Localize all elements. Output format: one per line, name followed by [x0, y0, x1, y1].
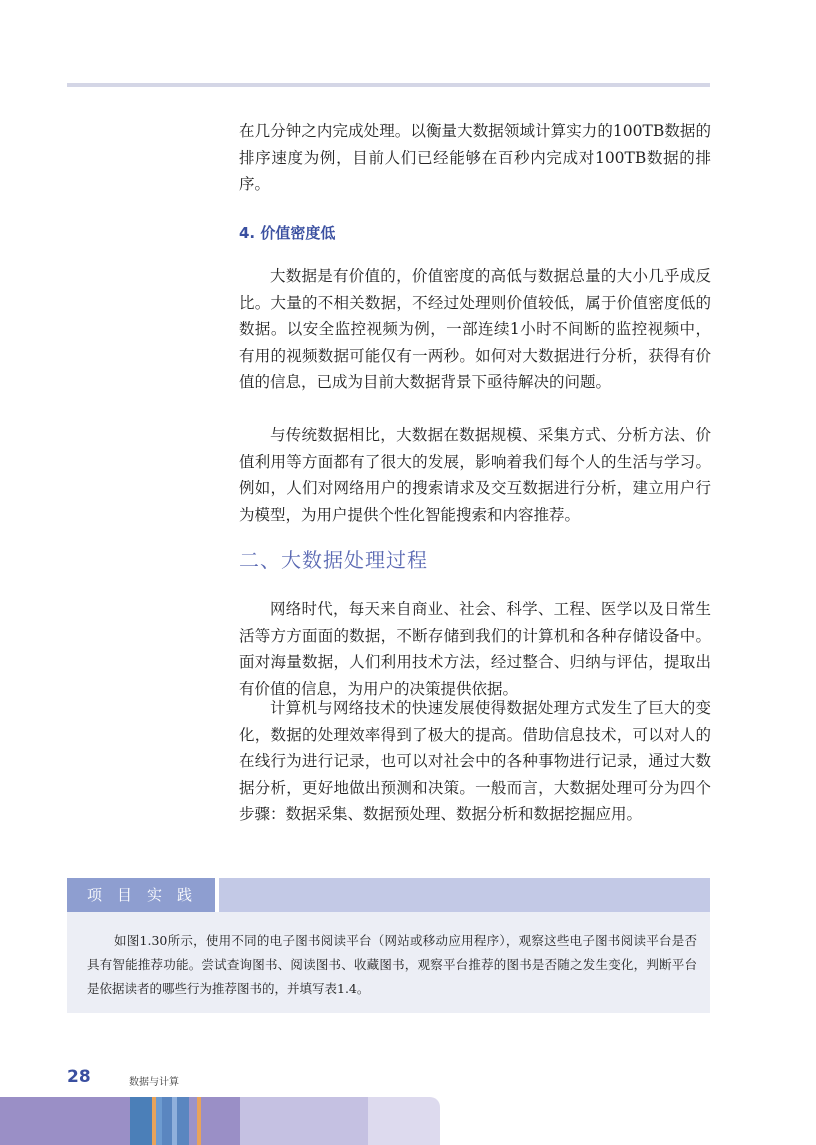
footer-stripe	[162, 1097, 172, 1145]
practice-text: 如图1.30所示，使用不同的电子图书阅读平台（网站或移动应用程序），观察这些电子图书阅读平台是否具有智能推荐功能。尝试查询图书、阅读图书、收藏图书，观察平台推荐的图书是否随之发生变化，判断平台是依据读者的哪些行为推荐图书的，并填写表1.4。	[87, 933, 697, 996]
paragraph-continued: 在几分钟之内完成处理。以衡量大数据领域计算实力的100TB数据的排序速度为例，目前人们已经能够在百秒内完成对100TB数据的排序。	[239, 122, 711, 193]
practice-box	[67, 878, 710, 1013]
paragraph-comparison: 与传统数据相比，大数据在数据规模、采集方式、分析方法、价值利用等方面都有了很大的发展，影响着我们每个人的生活与学习。例如，人们对网络用户的搜索请求及交互数据进行分析，建立用户行为模型，为用户提供个性化智能搜索和内容推荐。	[239, 426, 711, 524]
footer-stripe	[240, 1097, 368, 1145]
footer-stripe	[0, 1097, 130, 1145]
footer-decoration	[0, 1097, 440, 1145]
practice-header	[67, 878, 710, 912]
practice-title: 项目实践	[67, 878, 215, 912]
footer-stripe	[177, 1097, 189, 1145]
paragraph-processing: 计算机与网络技术的快速发展使得数据处理方式发生了巨大的变化，数据的处理效率得到了极大的提高。借助信息技术，可以对人的在线行为进行记录，也可以对社会中的各种事物进行记录，通过大数据分析，更好地做出预测和决策。一般而言，大数据处理可分为四个步骤：数据采集、数据预处理、数据分析和数据挖掘应用。	[239, 699, 711, 823]
footer-stripe	[130, 1097, 152, 1145]
header-rule	[67, 83, 710, 87]
section-title: 二、大数据处理过程	[239, 548, 428, 572]
running-title: 数据与计算	[129, 1077, 179, 1088]
footer-stripe	[368, 1097, 440, 1145]
subheading-value-density: 4. 价值密度低	[239, 224, 336, 242]
practice-header-bar	[219, 878, 710, 912]
paragraph-value-density: 大数据是有价值的，价值密度的高低与数据总量的大小几乎成反比。大量的不相关数据，不经过处理则价值较低，属于价值密度低的数据。以安全监控视频为例，一部连续1小时不间断的监控视频中，有用的视频数据可能仅有一两秒。如何对大数据进行分析，获得有价值的信息，已成为目前大数据背景下亟待解决的问题。	[239, 267, 711, 391]
paragraph-network-era: 网络时代，每天来自商业、社会、科学、工程、医学以及日常生活等方方面面的数据，不断存储到我们的计算机和各种存储设备中。面对海量数据，人们利用技术方法，经过整合、归纳与评估，提取出有价值的信息，为用户的决策提供依据。	[239, 600, 711, 698]
footer-stripe	[189, 1097, 197, 1145]
footer-stripe	[201, 1097, 240, 1145]
page-number: 28	[67, 1067, 91, 1087]
